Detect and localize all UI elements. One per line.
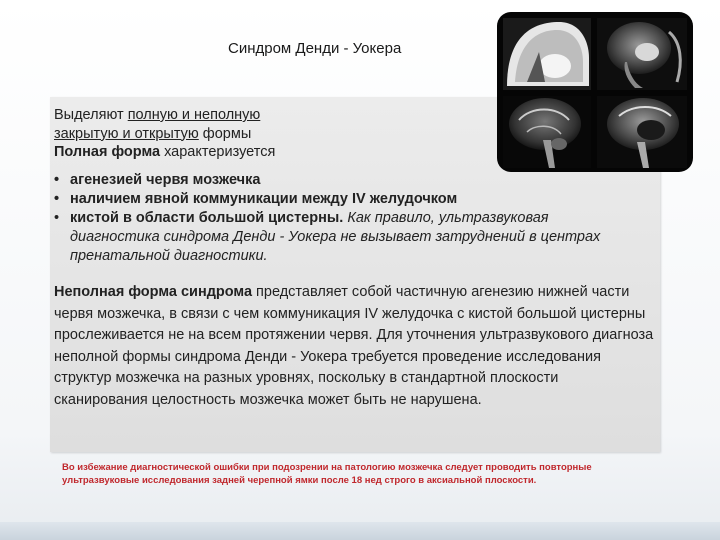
intro-line-1 [54, 106, 275, 125]
intro-line-2 [54, 125, 275, 144]
bullet-suffix: . [339, 210, 348, 226]
intro-block [54, 106, 275, 162]
intro-underlined-text: полную и неполную [127, 107, 261, 123]
bottom-band [0, 522, 720, 540]
intro-text: формы [198, 125, 252, 142]
intro-text: характеризуется [160, 144, 276, 160]
partial-form-paragraph [54, 282, 654, 411]
intro-text: Выделяют [54, 107, 128, 123]
mri-scan-sagittal-4 [597, 96, 687, 168]
partial-form-heading: Неполная форма синдрома [54, 284, 253, 300]
bullet-item: • наличием явной коммуникации между IV желудочком [54, 190, 630, 209]
mri-scan-sagittal-2 [597, 18, 687, 90]
full-form-heading: Полная форма [54, 144, 161, 160]
bullet-text: кистой в области большой цистерны [70, 210, 340, 226]
mri-scan-sagittal-3 [503, 96, 591, 168]
bullet-italic-note: Как правило, ультразвуковая диагностика синдрома Денди - Уокера не вызывает затруднений в центрах пренатальной диагностики. [70, 210, 601, 264]
bullet-list [54, 171, 630, 266]
intro-underlined-text: закрытую и открытую [54, 125, 199, 142]
partial-form-text: представляет собой частичную агенезию нижней части червя мозжечка, в связи с чем коммуникация IV желудочка с кистой большой цистерны прослеживается не на всем протяжении червя. Для уточнения ультразвукового диагноза неполной формы синдрома Денди - Уокера требуется проведение исследования структур мозжечка на разных уровнях, поскольку в стандартной плоскости сканирования целостность мозжечка может быть не нарушена. [54, 284, 654, 408]
mri-collage [497, 12, 693, 172]
warning-note: Во избежание диагностической ошибки при подозрении на патологию мозжечка следует проводить повторные ультразвуковые исследования задней черепной ямки после 18 нед строго в аксиальной плоскости. [62, 462, 592, 486]
bullet-item [54, 209, 630, 266]
bullet-item: • агенезией червя мозжечка [54, 171, 630, 190]
mri-image-panel [497, 12, 693, 172]
mri-scan-sagittal-1 [503, 18, 591, 90]
slide-title: Синдром Денди - Уокера [228, 40, 402, 57]
intro-line-3 [54, 143, 275, 162]
